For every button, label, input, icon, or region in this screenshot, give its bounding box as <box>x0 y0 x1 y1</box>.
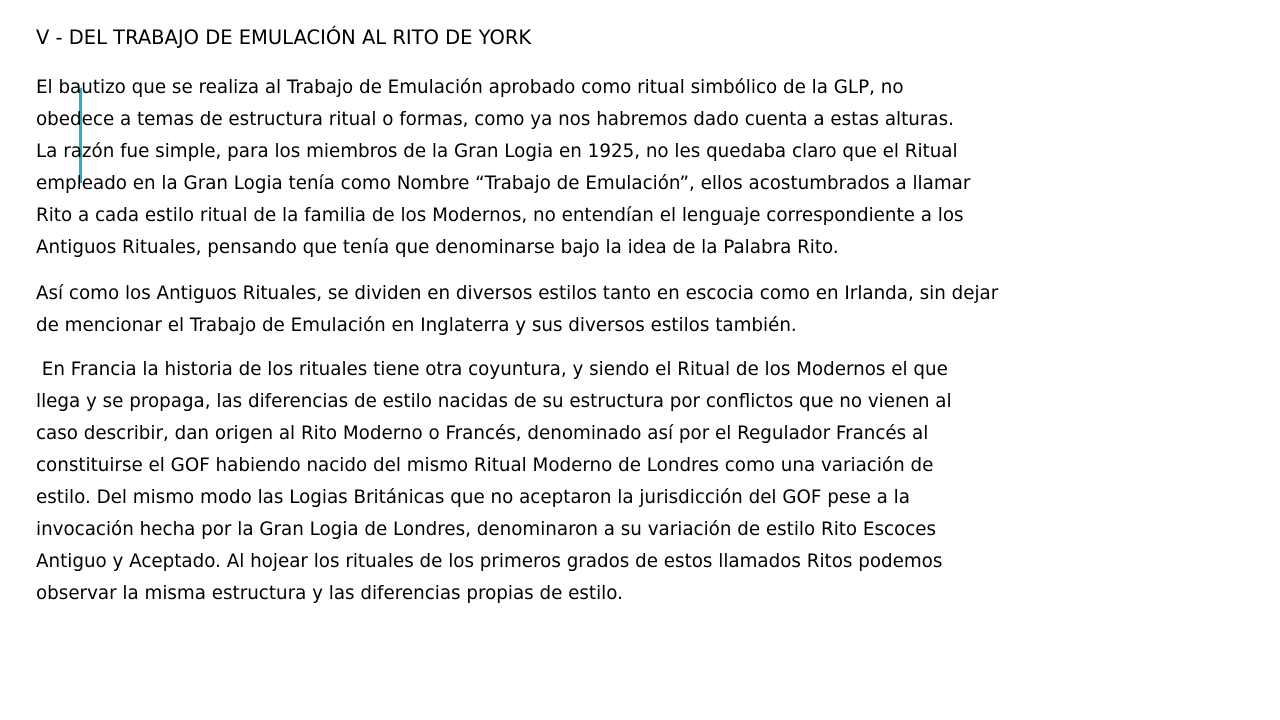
paragraph-line: El bautizo que se realiza al Trabajo de Emulación aprobado como ritual simbólico de la GLP, no <box>36 77 904 98</box>
paragraph-line: Antiguos Rituales, pensando que tenía que denominarse bajo la idea de la Palabra Rito. <box>36 237 839 258</box>
slide-body <box>36 72 1256 622</box>
paragraph-line: observar la misma estructura y las diferencias propias de estilo. <box>36 583 623 604</box>
paragraph-line: caso describir, dan origen al Rito Moderno o Francés, denominado así por el Regulador Francés al <box>36 423 929 444</box>
paragraph-line: obedece a temas de estructura ritual o formas, como ya nos habremos dado cuenta a estas alturas. <box>36 109 954 130</box>
paragraph-2 <box>36 278 1256 342</box>
paragraph-line: invocación hecha por la Gran Logia de Londres, denominaron a su variación de estilo Rito Escoces <box>36 519 937 540</box>
paragraph-line: Rito a cada estilo ritual de la familia de los Modernos, no entendían el lenguaje correspondiente a los <box>36 205 964 226</box>
paragraph-line: Antiguo y Aceptado. Al hojear los rituales de los primeros grados de estos llamados Ritos podemos <box>36 551 943 572</box>
paragraph-3 <box>36 354 1256 610</box>
paragraph-line: constituirse el GOF habiendo nacido del mismo Ritual Moderno de Londres como una variación de <box>36 455 934 476</box>
paragraph-line: Así como los Antiguos Rituales, se dividen en diversos estilos tanto en escocia como en Irlanda, sin dejar <box>36 283 999 304</box>
paragraph-line: llega y se propaga, las diferencias de estilo nacidas de su estructura por conflictos que no vienen al <box>36 391 952 412</box>
slide-title: V - DEL TRABAJO DE EMULACIÓN AL RITO DE YORK <box>36 26 532 49</box>
paragraph-line: estilo. Del mismo modo las Logias Británicas que no aceptaron la jurisdicción del GOF pese a la <box>36 487 910 508</box>
paragraph-1 <box>36 72 1256 264</box>
paragraph-line: En Francia la historia de los rituales tiene otra coyuntura, y siendo el Ritual de los Modernos el que <box>36 359 948 380</box>
paragraph-line: de mencionar el Trabajo de Emulación en Inglaterra y sus diversos estilos también. <box>36 315 797 336</box>
paragraph-line: empleado en la Gran Logia tenía como Nombre “Trabajo de Emulación”, ellos acostumbrados a llamar <box>36 173 971 194</box>
paragraph-line: La razón fue simple, para los miembros de la Gran Logia en 1925, no les quedaba claro que el Ritual <box>36 141 958 162</box>
